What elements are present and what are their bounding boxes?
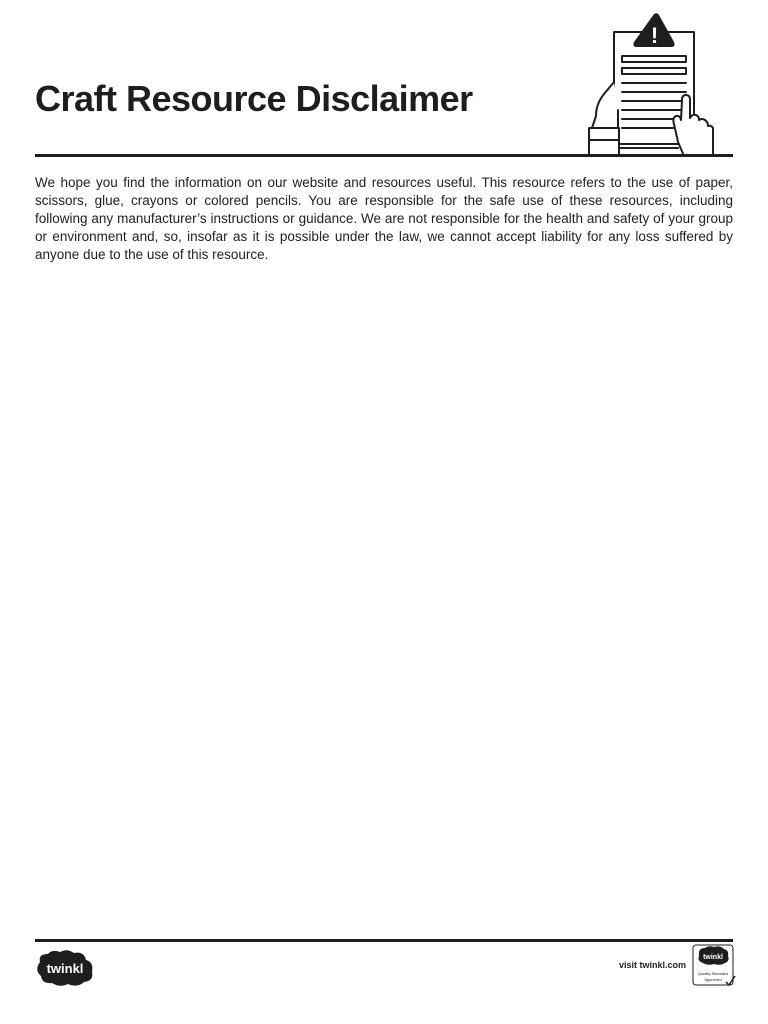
svg-text:!: !	[650, 23, 659, 48]
svg-text:twinkl: twinkl	[703, 954, 723, 961]
disclaimer-text: We hope you find the information on our website and resources useful. This resource refers to the use of paper, scissors, glue, crayons or colored pencils. You are responsible for the safe use of these resources, including following any manufacturer’s instructions or guidance. We are not responsible for the health and safety of your group or environment and, so, insofar as it is possible under the law, we cannot accept liability for any loss suffered by anyone due to the use of this resource.	[35, 175, 733, 262]
svg-text:Quality Standard: Quality Standard	[698, 971, 728, 976]
clipboard-warning-icon	[586, 12, 718, 158]
svg-text:twinkl: twinkl	[46, 961, 84, 976]
page-title: Craft Resource Disclaimer	[35, 78, 473, 119]
header-rule	[35, 154, 733, 157]
twinkl-logo[interactable]	[34, 948, 96, 988]
svg-text:Approved: Approved	[704, 977, 722, 982]
quality-standard-badge	[692, 944, 736, 988]
visit-website-link[interactable]: visit twinkl.com	[618, 960, 686, 970]
footer-rule	[35, 939, 733, 942]
